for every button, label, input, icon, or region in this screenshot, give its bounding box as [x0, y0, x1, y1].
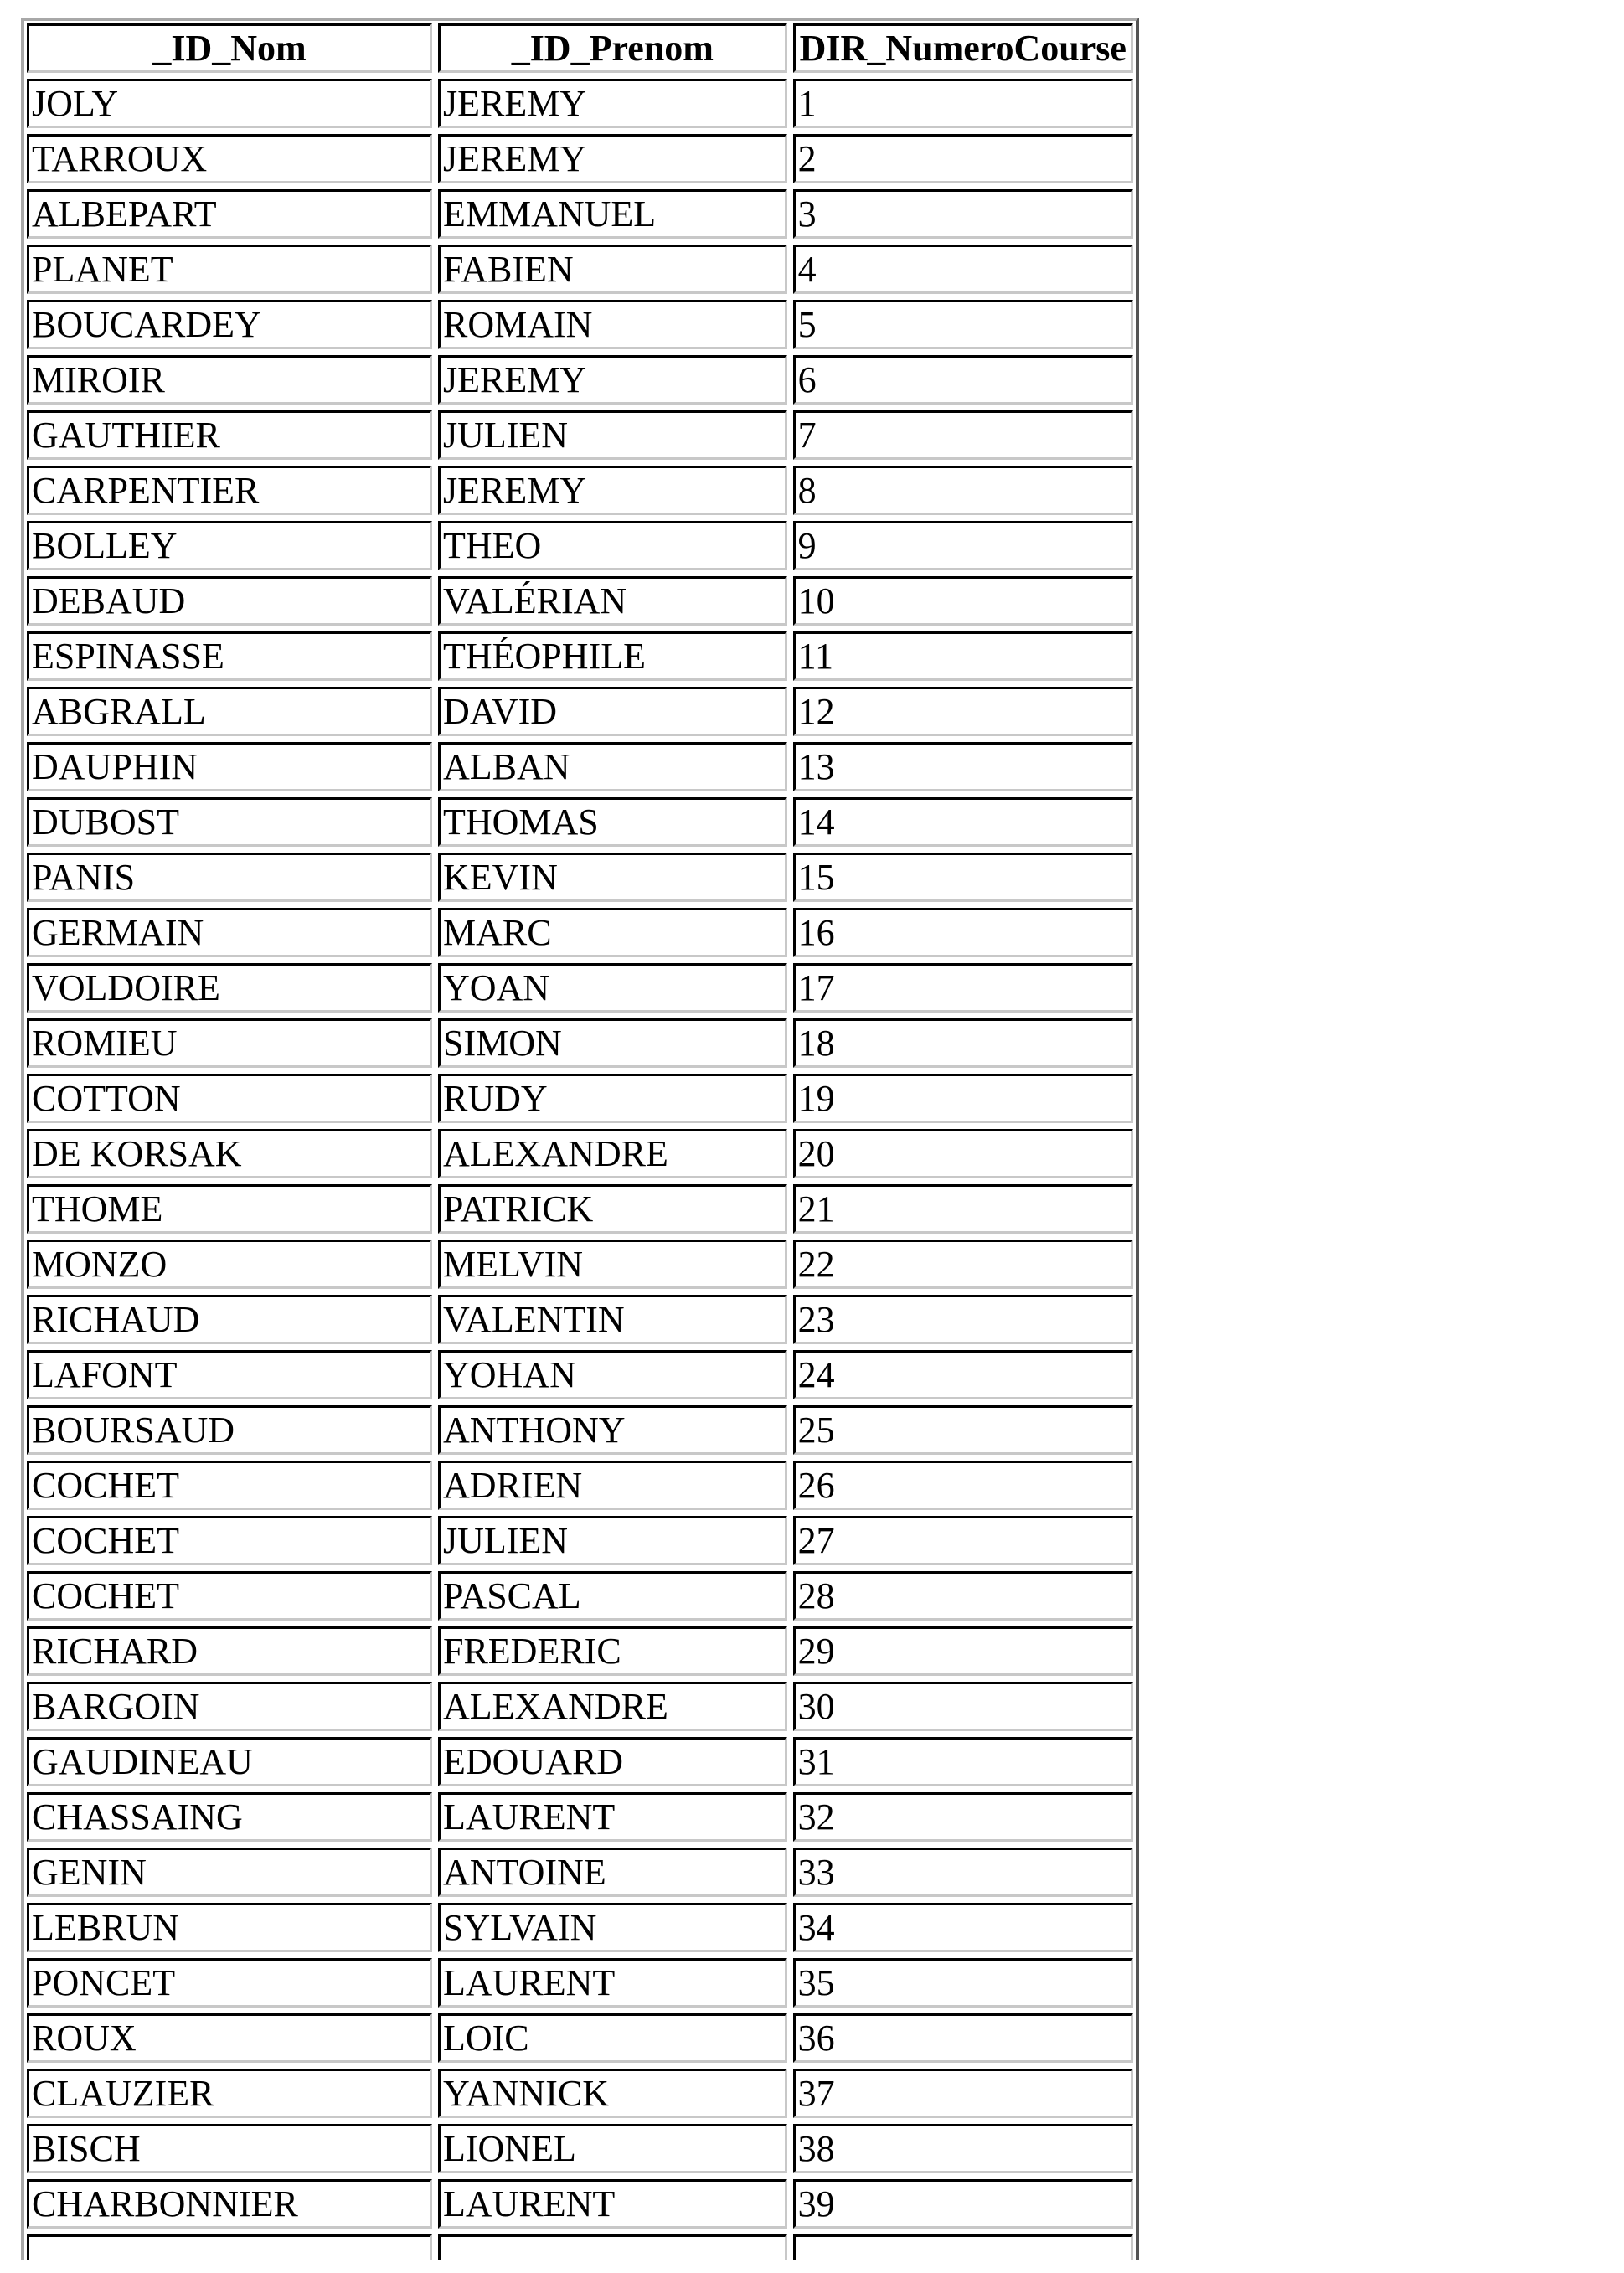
cell-prenom: LOIC	[438, 2013, 787, 2063]
cell-nom: PONCET	[27, 1958, 432, 2008]
cell-prenom: ROMAIN	[438, 300, 787, 349]
cell-nom: TARROUX	[27, 134, 432, 183]
cell-numero-course: 31	[793, 1737, 1133, 1786]
cell-prenom: THOMAS	[438, 797, 787, 847]
cell-prenom: MELVIN	[438, 1240, 787, 1289]
cell-partial	[27, 2234, 432, 2260]
cell-numero-course: 35	[793, 1958, 1133, 2008]
table-row	[27, 2069, 1133, 2118]
table-row	[27, 687, 1133, 736]
table-row-partial	[27, 2234, 1133, 2260]
cell-nom: COCHET	[27, 1571, 432, 1621]
table-row	[27, 631, 1133, 681]
table-row	[27, 1571, 1133, 1621]
cell-prenom: VALENTIN	[438, 1295, 787, 1344]
cell-numero-course: 2	[793, 134, 1133, 183]
cell-prenom: JEREMY	[438, 466, 787, 515]
table-body	[27, 79, 1133, 2260]
cell-numero-course: 23	[793, 1295, 1133, 1344]
cell-prenom: PASCAL	[438, 1571, 787, 1621]
cell-nom: JOLY	[27, 79, 432, 128]
table-row	[27, 521, 1133, 570]
table-row	[27, 1461, 1133, 1510]
cell-nom: GENIN	[27, 1848, 432, 1897]
cell-nom: DE KORSAK	[27, 1129, 432, 1178]
table-row	[27, 1848, 1133, 1897]
cell-prenom: JEREMY	[438, 355, 787, 405]
cell-prenom: ANTHONY	[438, 1405, 787, 1455]
cell-prenom: ALBAN	[438, 742, 787, 791]
cell-numero-course: 18	[793, 1018, 1133, 1068]
cell-numero-course: 1	[793, 79, 1133, 128]
cell-prenom: THEO	[438, 521, 787, 570]
header-id-prenom: _ID_Prenom	[438, 23, 787, 73]
cell-nom: PANIS	[27, 853, 432, 902]
cell-numero-course: 21	[793, 1184, 1133, 1234]
cell-prenom: FREDERIC	[438, 1626, 787, 1676]
cell-nom: BOURSAUD	[27, 1405, 432, 1455]
table-row	[27, 1295, 1133, 1344]
cell-partial	[793, 2234, 1133, 2260]
cell-numero-course: 38	[793, 2124, 1133, 2173]
cell-nom: ESPINASSE	[27, 631, 432, 681]
cell-prenom: RUDY	[438, 1074, 787, 1123]
cell-prenom: JEREMY	[438, 79, 787, 128]
cell-numero-course: 34	[793, 1903, 1133, 1952]
cell-numero-course: 37	[793, 2069, 1133, 2118]
cell-numero-course: 20	[793, 1129, 1133, 1178]
results-table-frame	[21, 18, 1139, 2260]
table-row	[27, 1129, 1133, 1178]
table-row	[27, 1018, 1133, 1068]
cell-nom: ALBEPART	[27, 189, 432, 239]
cell-numero-course: 27	[793, 1516, 1133, 1565]
table-row	[27, 189, 1133, 239]
cell-prenom: YOAN	[438, 963, 787, 1013]
cell-nom: LEBRUN	[27, 1903, 432, 1952]
cell-numero-course: 13	[793, 742, 1133, 791]
table-row	[27, 1737, 1133, 1786]
cell-numero-course: 32	[793, 1792, 1133, 1842]
cell-numero-course: 19	[793, 1074, 1133, 1123]
cell-nom: COCHET	[27, 1461, 432, 1510]
table-row	[27, 1903, 1133, 1952]
cell-nom: CLAUZIER	[27, 2069, 432, 2118]
table-row	[27, 908, 1133, 957]
cell-numero-course: 36	[793, 2013, 1133, 2063]
cell-prenom: DAVID	[438, 687, 787, 736]
cell-numero-course: 29	[793, 1626, 1133, 1676]
table-row	[27, 1516, 1133, 1565]
table-row	[27, 1792, 1133, 1842]
cell-prenom: PATRICK	[438, 1184, 787, 1234]
cell-prenom: VALÉRIAN	[438, 576, 787, 626]
cell-prenom: SYLVAIN	[438, 1903, 787, 1952]
cell-prenom: MARC	[438, 908, 787, 957]
table-row	[27, 797, 1133, 847]
table-row	[27, 853, 1133, 902]
cell-prenom: FABIEN	[438, 245, 787, 294]
cell-numero-course: 16	[793, 908, 1133, 957]
cell-nom: BISCH	[27, 2124, 432, 2173]
cell-nom: COTTON	[27, 1074, 432, 1123]
cell-nom: ABGRALL	[27, 687, 432, 736]
cell-numero-course: 39	[793, 2179, 1133, 2229]
cell-nom: DAUPHIN	[27, 742, 432, 791]
cell-prenom: ALEXANDRE	[438, 1682, 787, 1731]
cell-prenom: JULIEN	[438, 1516, 787, 1565]
cell-prenom: EDOUARD	[438, 1737, 787, 1786]
table-row	[27, 2013, 1133, 2063]
cell-numero-course: 7	[793, 410, 1133, 460]
cell-prenom: THÉOPHILE	[438, 631, 787, 681]
table-row	[27, 134, 1133, 183]
table-row	[27, 742, 1133, 791]
cell-nom: DEBAUD	[27, 576, 432, 626]
cell-prenom: EMMANUEL	[438, 189, 787, 239]
cell-prenom: YOHAN	[438, 1350, 787, 1399]
cell-prenom: LAURENT	[438, 1958, 787, 2008]
cell-prenom: ADRIEN	[438, 1461, 787, 1510]
cell-numero-course: 12	[793, 687, 1133, 736]
cell-numero-course: 11	[793, 631, 1133, 681]
cell-numero-course: 26	[793, 1461, 1133, 1510]
table-row	[27, 300, 1133, 349]
cell-numero-course: 3	[793, 189, 1133, 239]
cell-nom: MONZO	[27, 1240, 432, 1289]
cell-numero-course: 24	[793, 1350, 1133, 1399]
cell-nom: RICHAUD	[27, 1295, 432, 1344]
table-row	[27, 410, 1133, 460]
cell-nom: GAUTHIER	[27, 410, 432, 460]
cell-numero-course: 6	[793, 355, 1133, 405]
cell-numero-course: 5	[793, 300, 1133, 349]
cell-prenom: YANNICK	[438, 2069, 787, 2118]
cell-prenom: SIMON	[438, 1018, 787, 1068]
cell-nom: COCHET	[27, 1516, 432, 1565]
cell-prenom: LAURENT	[438, 2179, 787, 2229]
cell-prenom: JEREMY	[438, 134, 787, 183]
results-table	[21, 18, 1139, 2265]
table-row	[27, 1074, 1133, 1123]
cell-nom: GERMAIN	[27, 908, 432, 957]
cell-nom: CHASSAING	[27, 1792, 432, 1842]
cell-numero-course: 4	[793, 245, 1133, 294]
table-row	[27, 963, 1133, 1013]
cell-nom: VOLDOIRE	[27, 963, 432, 1013]
cell-numero-course: 33	[793, 1848, 1133, 1897]
table-row	[27, 355, 1133, 405]
table-row	[27, 79, 1133, 128]
table-row	[27, 1958, 1133, 2008]
cell-nom: ROUX	[27, 2013, 432, 2063]
cell-numero-course: 10	[793, 576, 1133, 626]
cell-numero-course: 30	[793, 1682, 1133, 1731]
table-row	[27, 245, 1133, 294]
cell-prenom: ALEXANDRE	[438, 1129, 787, 1178]
cell-nom: MIROIR	[27, 355, 432, 405]
cell-numero-course: 14	[793, 797, 1133, 847]
table-header-row	[27, 23, 1133, 73]
table-row	[27, 2124, 1133, 2173]
cell-prenom: JULIEN	[438, 410, 787, 460]
cell-nom: LAFONT	[27, 1350, 432, 1399]
cell-nom: CHARBONNIER	[27, 2179, 432, 2229]
header-id-nom: _ID_Nom	[27, 23, 432, 73]
cell-prenom: LIONEL	[438, 2124, 787, 2173]
cell-nom: BOUCARDEY	[27, 300, 432, 349]
cell-nom: CARPENTIER	[27, 466, 432, 515]
cell-numero-course: 22	[793, 1240, 1133, 1289]
table-row	[27, 1240, 1133, 1289]
table-row	[27, 1626, 1133, 1676]
cell-nom: BARGOIN	[27, 1682, 432, 1731]
cell-prenom: KEVIN	[438, 853, 787, 902]
cell-prenom: ANTOINE	[438, 1848, 787, 1897]
table-row	[27, 466, 1133, 515]
cell-numero-course: 28	[793, 1571, 1133, 1621]
cell-nom: GAUDINEAU	[27, 1737, 432, 1786]
cell-nom: THOME	[27, 1184, 432, 1234]
table-row	[27, 1682, 1133, 1731]
table-row	[27, 576, 1133, 626]
table-row	[27, 2179, 1133, 2229]
cell-nom: RICHARD	[27, 1626, 432, 1676]
cell-numero-course: 9	[793, 521, 1133, 570]
cell-prenom: LAURENT	[438, 1792, 787, 1842]
cell-nom: ROMIEU	[27, 1018, 432, 1068]
cell-nom: DUBOST	[27, 797, 432, 847]
cell-numero-course: 8	[793, 466, 1133, 515]
cell-numero-course: 15	[793, 853, 1133, 902]
cell-partial	[438, 2234, 787, 2260]
cell-numero-course: 25	[793, 1405, 1133, 1455]
cell-nom: BOLLEY	[27, 521, 432, 570]
header-dir-numero-course: DIR_NumeroCourse	[793, 23, 1133, 73]
table-row	[27, 1350, 1133, 1399]
table-row	[27, 1405, 1133, 1455]
cell-nom: PLANET	[27, 245, 432, 294]
cell-numero-course: 17	[793, 963, 1133, 1013]
table-row	[27, 1184, 1133, 1234]
